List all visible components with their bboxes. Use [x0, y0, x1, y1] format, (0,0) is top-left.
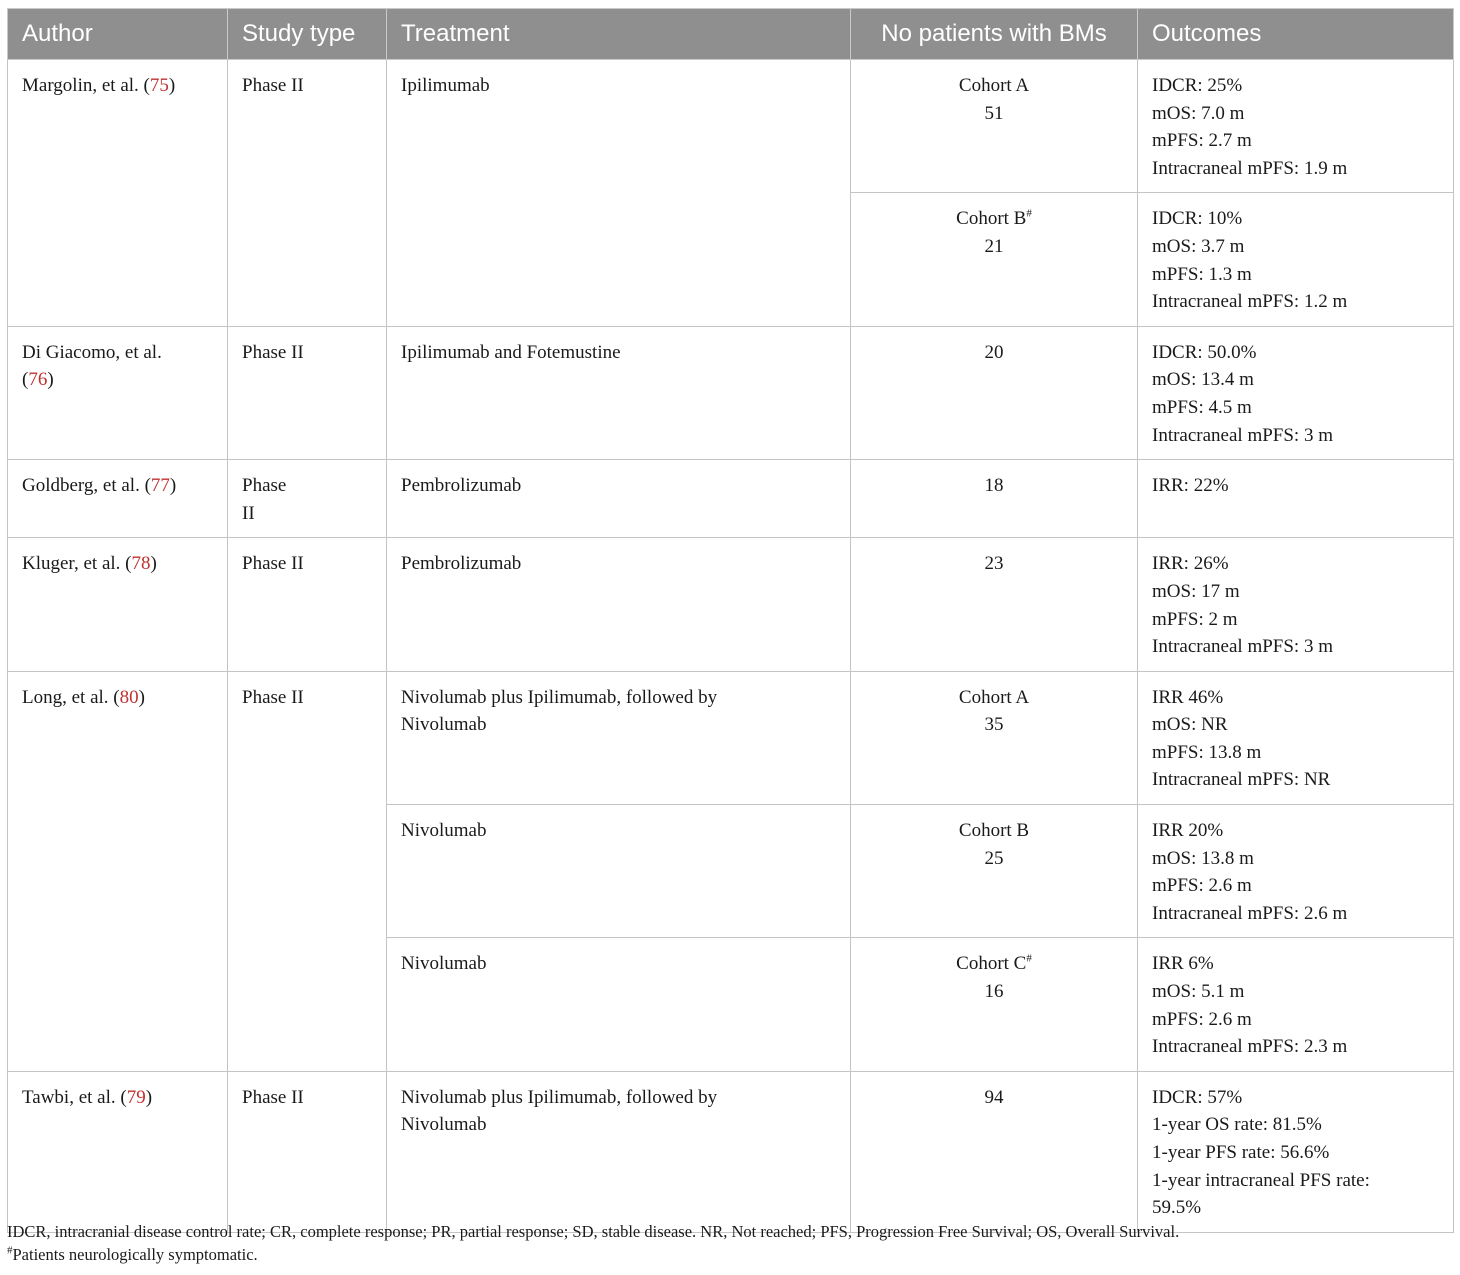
table-row	[8, 460, 1454, 538]
author-cell: Goldberg, et al. (77)	[8, 460, 228, 538]
study-type-cell: Phase II	[228, 1071, 387, 1232]
header-patients: No patients with BMs	[851, 9, 1138, 60]
outcomes-cell: IDCR: 50.0% mOS: 13.4 m mPFS: 4.5 m Intracraneal mPFS: 3 m	[1138, 326, 1454, 459]
reference-link[interactable]: 75	[149, 75, 169, 96]
treatment-cell: Nivolumab	[387, 938, 851, 1071]
table-row	[8, 671, 1454, 804]
patients-cell: Cohort A 51	[851, 60, 1138, 193]
header-treatment: Treatment	[387, 9, 851, 60]
header-study-type: Study type	[228, 9, 387, 60]
patients-cell: Cohort B# 21	[851, 193, 1138, 326]
author-cell: Tawbi, et al. (79)	[8, 1071, 228, 1232]
author-cell: Kluger, et al. (78)	[8, 538, 228, 671]
footnote-marker: #	[1026, 208, 1032, 221]
treatment-cell: Ipilimumab	[387, 60, 851, 327]
patients-cell: Cohort C# 16	[851, 938, 1138, 1071]
outcomes-cell: IDCR: 57% 1-year OS rate: 81.5% 1-year PFS rate: 56.6% 1-year intracraneal PFS rate: 59.5%	[1138, 1071, 1454, 1232]
outcomes-cell: IDCR: 25% mOS: 7.0 m mPFS: 2.7 m Intracraneal mPFS: 1.9 m	[1138, 60, 1454, 193]
outcomes-cell: IDCR: 10% mOS: 3.7 m mPFS: 1.3 m Intracraneal mPFS: 1.2 m	[1138, 193, 1454, 326]
reference-link[interactable]: 77	[150, 475, 170, 497]
patients-cell: 20	[851, 326, 1138, 459]
treatment-cell: Pembrolizumab	[387, 538, 851, 671]
outcomes-cell: IRR 6% mOS: 5.1 m mPFS: 2.6 m Intracraneal mPFS: 2.3 m	[1138, 938, 1454, 1071]
treatment-cell: Nivolumab plus Ipilimumab, followed by Nivolumab	[387, 671, 851, 804]
study-type-cell: Phase II	[228, 326, 387, 459]
author-cell: Margolin, et al. (75)	[8, 60, 228, 327]
footnote-marker: #	[1026, 953, 1032, 966]
treatment-cell: Ipilimumab and Fotemustine	[387, 326, 851, 459]
footnote-abbreviations: IDCR, intracranial disease control rate; CR, complete response; PR, partial response; SD, stable disease. NR, Not reached; PFS, Progression Free Survival; OS, Overall Survival.	[7, 1222, 1180, 1241]
results-table	[7, 8, 1454, 1233]
study-type-cell: Phase II	[228, 460, 387, 538]
footnote-symptomatic: #Patients neurologically symptomatic.	[7, 1244, 258, 1264]
study-type-cell: Phase II	[228, 60, 387, 327]
outcomes-cell: IRR 20% mOS: 13.8 m mPFS: 2.6 m Intracraneal mPFS: 2.6 m	[1138, 805, 1454, 938]
outcomes-cell: IRR 46% mOS: NR mPFS: 13.8 m Intracraneal mPFS: NR	[1138, 671, 1454, 804]
header-outcomes: Outcomes	[1138, 9, 1454, 60]
header-author: Author	[8, 9, 228, 60]
author-cell: Di Giacomo, et al. (76)	[8, 326, 228, 459]
footnote-marker: #	[7, 1244, 13, 1257]
reference-link[interactable]: 80	[119, 686, 139, 708]
header-row	[8, 9, 1454, 60]
treatment-cell: Pembrolizumab	[387, 460, 851, 538]
treatment-cell: Nivolumab	[387, 805, 851, 938]
patients-cell: 18	[851, 460, 1138, 538]
treatment-cell: Nivolumab plus Ipilimumab, followed by Nivolumab	[387, 1071, 851, 1232]
author-cell: Long, et al. (80)	[8, 671, 228, 1071]
patients-cell: Cohort A 35	[851, 671, 1138, 804]
outcomes-cell: IRR: 26% mOS: 17 m mPFS: 2 m Intracraneal mPFS: 3 m	[1138, 538, 1454, 671]
reference-link[interactable]: 76	[28, 369, 48, 391]
patients-cell: 94	[851, 1071, 1138, 1232]
table-row	[8, 60, 1454, 193]
outcomes-cell: IRR: 22%	[1138, 460, 1454, 538]
table-row	[8, 326, 1454, 459]
patients-cell: Cohort B 25	[851, 805, 1138, 938]
table-footnote	[7, 1220, 1453, 1266]
table-row	[8, 538, 1454, 671]
reference-link[interactable]: 79	[126, 1086, 146, 1108]
study-type-cell: Phase II	[228, 538, 387, 671]
patients-cell: 23	[851, 538, 1138, 671]
table-row	[8, 1071, 1454, 1232]
reference-link[interactable]: 78	[131, 553, 151, 575]
study-type-cell: Phase II	[228, 671, 387, 1071]
